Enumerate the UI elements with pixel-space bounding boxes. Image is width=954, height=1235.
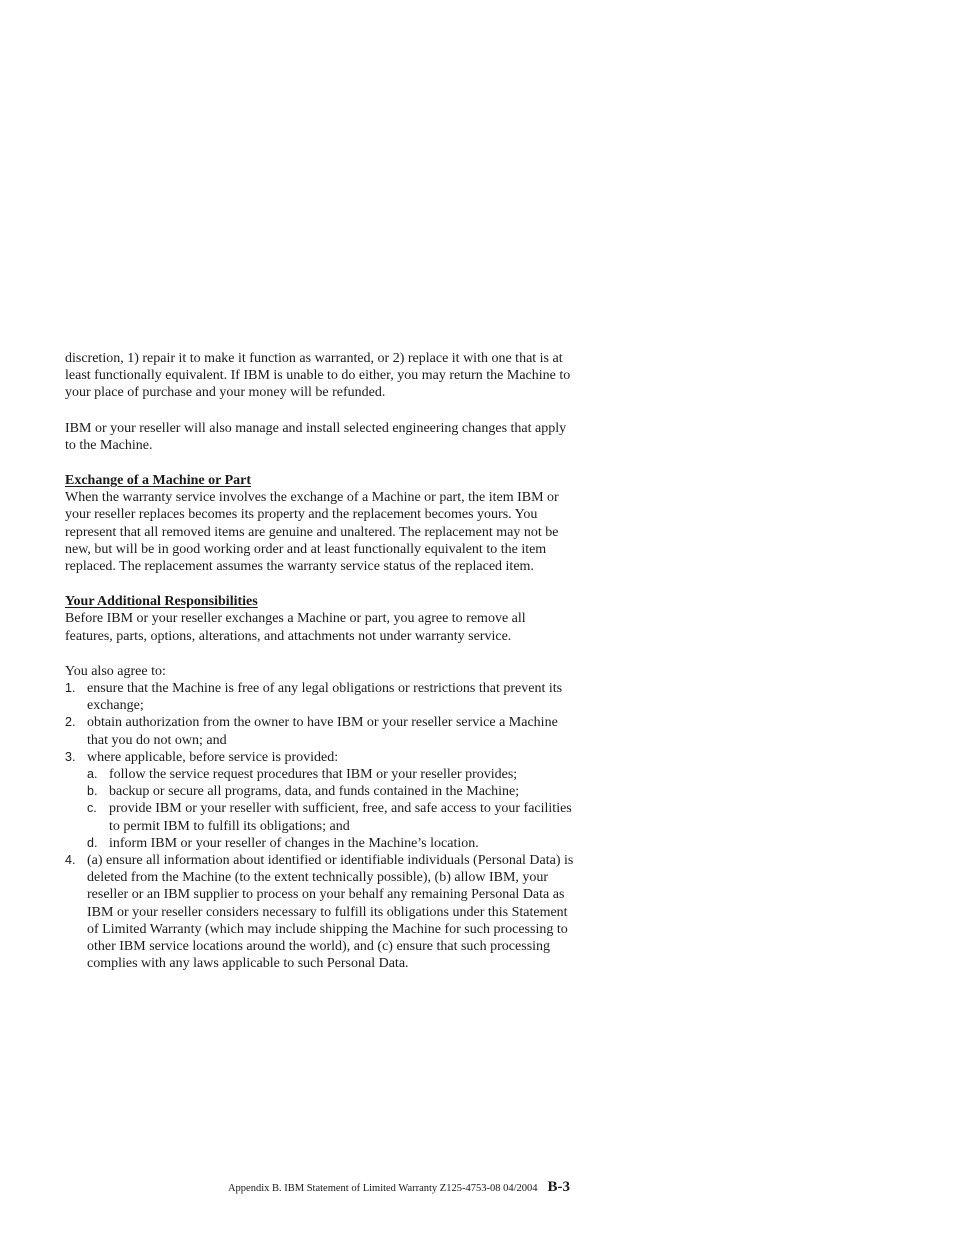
page-footer	[0, 1178, 570, 1196]
sub-list-marker: c.	[87, 801, 97, 816]
list-item-text: ensure that the Machine is free of any legal obligations or restrictions that prevent its exchange;	[87, 681, 563, 714]
exchange-body: When the warranty service involves the exchange of a Machine or part, the item IBM or your reseller replaces becomes its property and the replacement becomes yours. You represent that all removed items are genuine and unaltered. The replacement may not be new, but will be in good working order and at least functionally equivalent to the item replaced. The replacement assumes the warranty service status of the replaced item.	[65, 490, 559, 575]
sub-list-item	[87, 800, 575, 834]
sub-list-item	[87, 835, 575, 852]
list-item	[65, 714, 575, 748]
list-item	[65, 749, 575, 852]
list-item-text: obtain authorization from the owner to have IBM or your reseller service a Machine that you do not own; and	[87, 715, 558, 748]
list-item	[65, 852, 575, 972]
list-item	[65, 680, 575, 714]
list-item-text: (a) ensure all information about identified or identifiable individuals (Personal Data) is deleted from the Machine (to the extent technically possible), (b) allow IBM, your reseller or an IBM supplier to process on your behalf any remaining Personal Data as IBM or your reseller considers necessary to fulfill its obligations under this Statement of Limited Warranty (which may include shipping the Machine for such processing to other IBM service locations around the world), and (c) ensure that such processing complies with any laws applicable to such Personal Data.	[87, 853, 574, 972]
sub-list-marker: a.	[87, 767, 98, 782]
sub-list-marker: d.	[87, 835, 98, 850]
sub-list-item	[87, 766, 575, 783]
list-item-text: where applicable, before service is provided:	[87, 749, 339, 765]
list-marker: 3.	[65, 749, 76, 764]
agree-intro: You also agree to:	[65, 663, 166, 679]
footer-text: Appendix B. IBM Statement of Limited Warranty Z125-4753-08 04/2004	[227, 1183, 538, 1194]
page-number: B-3	[547, 1179, 570, 1195]
list-marker: 4.	[65, 853, 76, 868]
list-marker: 1.	[65, 681, 76, 696]
sub-list-item-text: inform IBM or your reseller of changes in the Machine’s location.	[109, 835, 479, 851]
document-body	[65, 350, 575, 973]
sub-list-item-text: follow the service request procedures that IBM or your reseller provides;	[109, 767, 518, 783]
exchange-heading: Exchange of a Machine or Part	[65, 473, 251, 489]
agreement-list	[65, 680, 575, 972]
sub-list-item-text: backup or secure all programs, data, and funds contained in the Machine;	[109, 784, 520, 800]
responsibilities-section	[65, 593, 575, 610]
sub-list-item-text: provide IBM or your reseller with sufficient, free, and safe access to your facilities to permit IBM to fulfill its obligations; and	[109, 801, 572, 834]
exchange-section	[65, 472, 575, 489]
list-marker: 2.	[65, 715, 76, 730]
paragraph-discretion: discretion, 1) repair it to make it function as warranted, or 2) replace it with one that is at least functionally equivalent. If IBM is unable to do either, you may return the Machine to your place of purchase and your money will be refunded.	[65, 351, 571, 401]
paragraph-engineering-changes: IBM or your reseller will also manage and install selected engineering changes that apply to the Machine.	[65, 420, 567, 453]
sub-list-marker: b.	[87, 784, 98, 799]
sub-list	[87, 766, 575, 852]
sub-list-item	[87, 783, 575, 800]
responsibilities-body: Before IBM or your reseller exchanges a Machine or part, you agree to remove all features, parts, options, alterations, and attachments not under warranty service.	[65, 611, 526, 644]
responsibilities-heading: Your Additional Responsibilities	[65, 594, 258, 610]
